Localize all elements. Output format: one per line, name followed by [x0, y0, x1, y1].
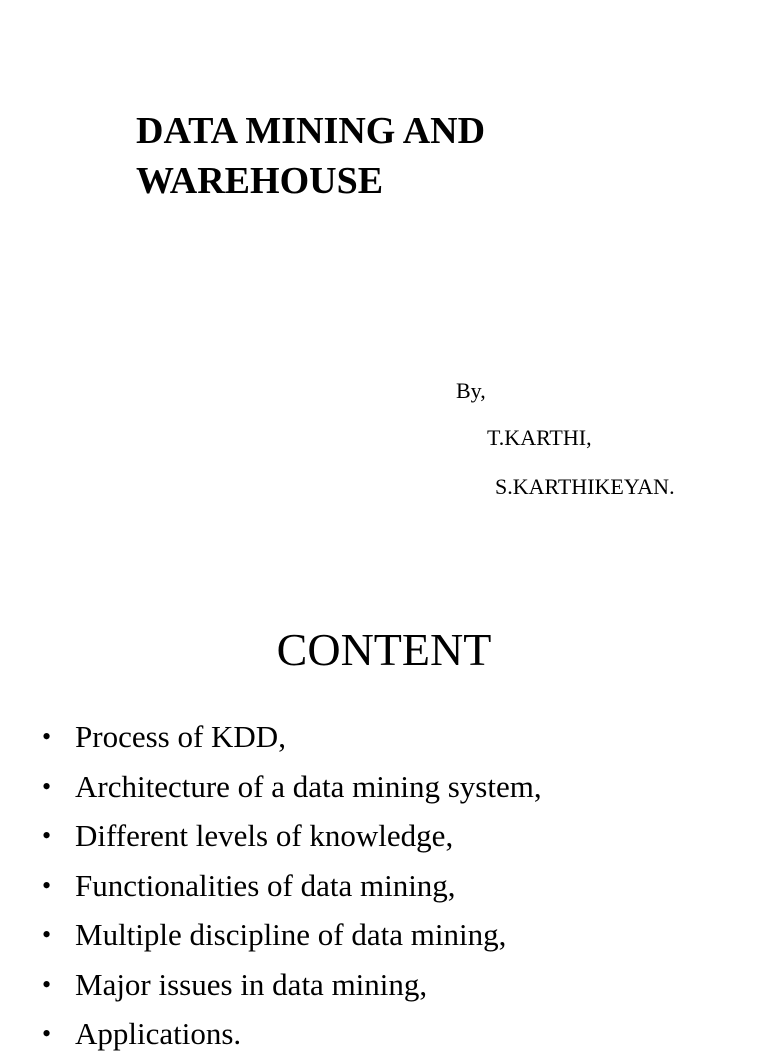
list-item-text: Major issues in data mining, — [75, 966, 428, 1002]
author-name: S.KARTHIKEYAN. — [495, 474, 675, 499]
list-item — [42, 863, 542, 913]
title-line-1: DATA MINING AND — [136, 110, 486, 152]
list-item-text: Architecture of a data mining system, — [75, 768, 542, 804]
bullet-icon: • — [42, 821, 52, 850]
bullet-icon: • — [42, 969, 52, 999]
list-item-text: Multiple discipline of data mining, — [75, 917, 507, 952]
bullet-icon: • — [42, 771, 52, 801]
list-item — [42, 813, 542, 863]
list-item — [42, 912, 542, 962]
list-item — [42, 962, 542, 1012]
by-label: By, — [456, 378, 486, 403]
bullet-icon: • — [42, 722, 52, 751]
author-name: T.KARTHI, — [487, 425, 592, 450]
bullet-icon: • — [42, 870, 52, 900]
list-item — [42, 714, 542, 764]
list-item — [42, 764, 542, 814]
content-heading: CONTENT — [276, 624, 492, 675]
list-item — [42, 1011, 542, 1061]
document-title — [136, 106, 696, 206]
list-item-text: Process of KDD, — [75, 719, 286, 754]
bullet-icon: • — [42, 1019, 52, 1048]
list-item-text: Different levels of knowledge, — [75, 818, 454, 853]
list-item-text: Applications. — [75, 1016, 242, 1051]
bullet-icon: • — [42, 920, 52, 949]
list-item-text: Functionalities of data mining, — [75, 867, 456, 903]
content-list — [42, 714, 542, 1061]
title-line-2: WAREHOUSE — [136, 160, 384, 202]
